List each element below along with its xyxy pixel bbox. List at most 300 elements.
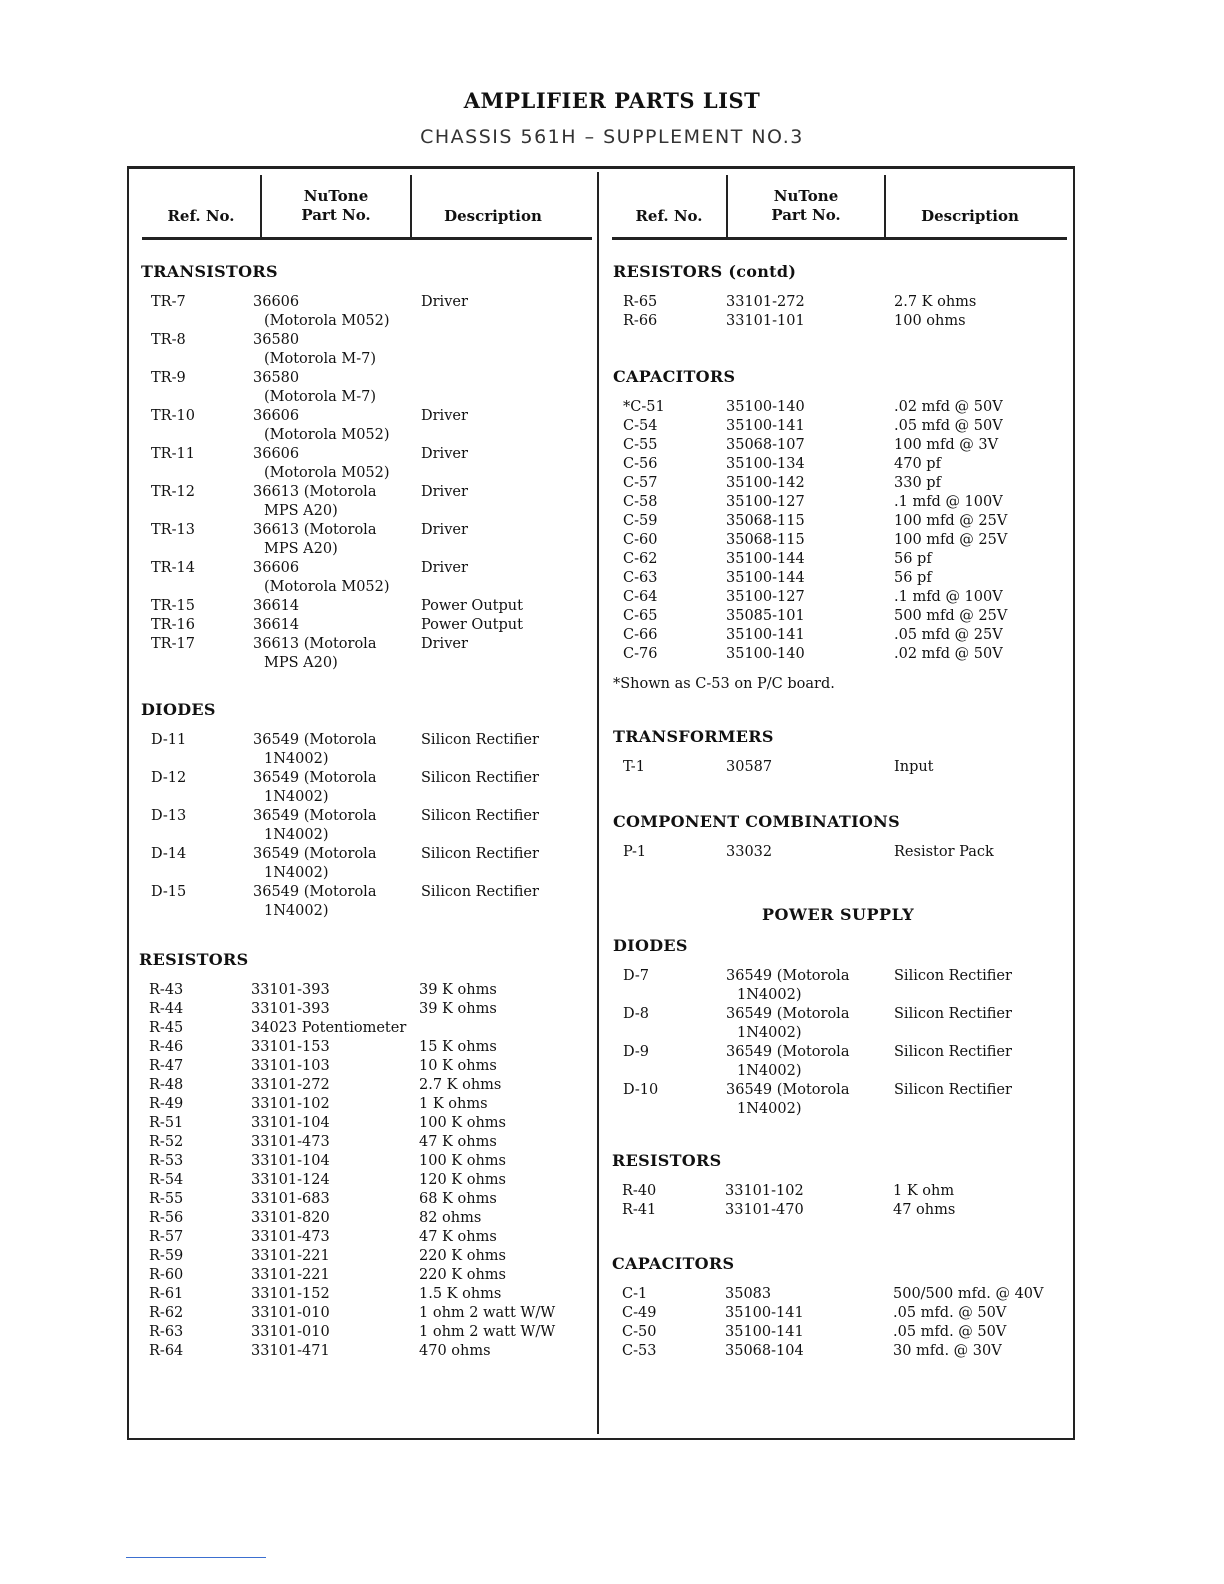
part-no-main: 35100-140 [726, 399, 805, 415]
part-no-main: 36549 (Motorola [726, 1006, 850, 1022]
part-no-main: 35100-127 [726, 589, 805, 605]
part-no-subline: (Motorola M-7) [264, 351, 376, 367]
description: .05 mfd. @ 50V [893, 1324, 1007, 1340]
description: Silicon Rectifier [894, 1082, 1012, 1098]
ref-no: C-1 [622, 1286, 648, 1302]
part-no-main: 35100-141 [726, 418, 805, 434]
part-no [726, 512, 894, 531]
part-no [726, 293, 894, 312]
part-no [253, 483, 421, 521]
part-no-main: 35085-101 [726, 608, 805, 624]
part-no-main: 33101-102 [725, 1183, 804, 1199]
table-row [612, 1323, 1068, 1342]
part-no [251, 1152, 419, 1171]
header-description: Description [410, 175, 574, 237]
description: 1 ohm 2 watt W/W [419, 1305, 556, 1321]
part-no [726, 645, 894, 664]
description: 47 ohms [893, 1202, 956, 1218]
table-row [613, 588, 1069, 607]
ref-no: R-57 [149, 1229, 184, 1245]
ref-no: T-1 [623, 759, 645, 775]
ref-no: D-12 [151, 770, 187, 786]
part-no [726, 550, 894, 569]
ref-no: R-66 [623, 313, 658, 329]
part-no-main: 36549 (Motorola [253, 732, 377, 748]
part-no-subline: 1N4002) [737, 1101, 802, 1117]
part-no-main: 33101-820 [251, 1210, 330, 1226]
header-part-line1: NuTone [773, 187, 839, 205]
part-no [726, 967, 894, 1005]
section-title: RESISTORS (contd) [613, 262, 797, 281]
part-no-main: 36614 [253, 617, 300, 633]
ref-no: TR-14 [151, 560, 195, 576]
part-no [251, 1342, 419, 1361]
table-row [139, 1114, 589, 1133]
description: Silicon Rectifier [421, 808, 539, 824]
header-part-line2: Part No. [301, 206, 371, 224]
part-no-subline: 1N4002) [264, 827, 329, 843]
ref-no: C-62 [623, 551, 658, 567]
section-ps-diodes [613, 936, 1069, 1119]
part-no [253, 807, 421, 845]
table-row [613, 1081, 1069, 1119]
description [421, 331, 591, 369]
section-title: CAPACITORS [613, 367, 736, 386]
table-row [141, 293, 591, 331]
part-no-main: 33101-473 [251, 1229, 330, 1245]
table-row [613, 493, 1069, 512]
ref-no: D-15 [151, 884, 187, 900]
description: 47 K ohms [419, 1229, 497, 1245]
part-no [726, 569, 894, 588]
description: .05 mfd @ 25V [894, 627, 1003, 643]
ref-no: R-48 [149, 1077, 184, 1093]
part-no-main: 33101-393 [251, 1001, 330, 1017]
page-subtitle: CHASSIS 561H – SUPPLEMENT NO.3 [420, 126, 804, 148]
part-no [725, 1304, 893, 1323]
table-row [141, 407, 591, 445]
part-no [726, 607, 894, 626]
description: Silicon Rectifier [894, 1006, 1012, 1022]
table-row [141, 616, 591, 635]
ref-no: TR-16 [151, 617, 195, 633]
part-no [726, 626, 894, 645]
description: Driver [421, 484, 468, 500]
description: 330 pf [894, 475, 941, 491]
right-table-header [612, 175, 1067, 237]
power-supply-heading: POWER SUPPLY [762, 905, 915, 924]
part-no [726, 312, 894, 331]
part-no [726, 455, 894, 474]
description [419, 1019, 589, 1038]
description [421, 369, 591, 407]
table-row [139, 1152, 589, 1171]
ref-no: C-54 [623, 418, 658, 434]
ref-no: R-52 [149, 1134, 184, 1150]
header-part-no [260, 175, 410, 237]
section-title: RESISTORS [139, 950, 249, 969]
table-row [613, 967, 1069, 1005]
part-no-main: 35100-134 [726, 456, 805, 472]
section-transformers [613, 727, 1069, 777]
ref-no: R-49 [149, 1096, 184, 1112]
part-no-subline: 1N4002) [737, 1063, 802, 1079]
ref-no: C-66 [623, 627, 658, 643]
description: Silicon Rectifier [421, 732, 539, 748]
table-row [613, 512, 1069, 531]
part-no [253, 331, 421, 369]
description: 1 ohm 2 watt W/W [419, 1324, 556, 1340]
table-row [139, 1057, 589, 1076]
description: 1 K ohm [893, 1183, 955, 1199]
part-no-main: 33101-393 [251, 982, 330, 998]
part-no [726, 531, 894, 550]
table-row [613, 312, 1069, 331]
section-capacitors [613, 367, 1069, 692]
part-no-main: 36549 (Motorola [726, 1044, 850, 1060]
ref-no: R-59 [149, 1248, 184, 1264]
description: 100 ohms [894, 313, 966, 329]
part-no-main: 33101-010 [251, 1305, 330, 1321]
description: 220 K ohms [419, 1267, 506, 1283]
part-no [725, 1342, 893, 1361]
description: Driver [421, 560, 468, 576]
table-row [141, 807, 591, 845]
description: 68 K ohms [419, 1191, 497, 1207]
part-no-main: 33101-221 [251, 1248, 330, 1264]
part-no [253, 521, 421, 559]
table-row [613, 417, 1069, 436]
part-no-main: 35100-140 [726, 646, 805, 662]
part-no [725, 1201, 893, 1220]
header-ref-no: Ref. No. [635, 207, 703, 225]
description: 15 K ohms [419, 1039, 497, 1055]
description: Driver [421, 446, 468, 462]
ref-no: C-64 [623, 589, 658, 605]
part-no [253, 635, 421, 673]
table-row [613, 626, 1069, 645]
table-row [141, 883, 591, 921]
description: 10 K ohms [419, 1058, 497, 1074]
description: 100 mfd @ 25V [894, 532, 1008, 548]
ref-no: R-51 [149, 1115, 184, 1131]
part-no-subline: (Motorola M052) [264, 579, 390, 595]
table-row [141, 521, 591, 559]
ref-no: C-63 [623, 570, 658, 586]
description: Driver [421, 522, 468, 538]
part-no-subline: (Motorola M052) [264, 313, 390, 329]
part-no-subline: MPS A20) [264, 541, 338, 557]
description: Power Output [421, 598, 523, 614]
part-no-main: 36606 [253, 408, 300, 424]
part-no-main: 36549 (Motorola [253, 884, 377, 900]
ref-no: R-43 [149, 982, 184, 998]
part-no-main: 35068-107 [726, 437, 805, 453]
ref-no: *C-51 [623, 399, 665, 415]
part-no [726, 588, 894, 607]
section-transistors [141, 262, 591, 673]
ref-no: C-60 [623, 532, 658, 548]
part-no [726, 1081, 894, 1119]
ref-no: C-58 [623, 494, 658, 510]
table-row [139, 1209, 589, 1228]
section-component-combinations [613, 812, 1069, 862]
ref-no: C-59 [623, 513, 658, 529]
part-no-main: 35100-127 [726, 494, 805, 510]
section-title: RESISTORS [612, 1151, 722, 1170]
part-no [251, 1095, 419, 1114]
part-no-main: 33101-473 [251, 1134, 330, 1150]
part-no-subline: 1N4002) [737, 987, 802, 1003]
part-no-main: 36614 [253, 598, 300, 614]
part-no [253, 883, 421, 921]
table-row [141, 445, 591, 483]
table-row [141, 597, 591, 616]
part-no-main: 33101-221 [251, 1267, 330, 1283]
ref-no: D-7 [623, 968, 650, 984]
part-no-main: 36606 [253, 560, 300, 576]
description: Driver [421, 636, 468, 652]
table-row [141, 331, 591, 369]
part-no-main: 35100-144 [726, 570, 805, 586]
table-row [613, 293, 1069, 312]
table-row [139, 1095, 589, 1114]
header-part-line1: NuTone [303, 187, 369, 205]
part-no-main: 36613 (Motorola [253, 636, 377, 652]
part-no-main: 33101-102 [251, 1096, 330, 1112]
table-row [139, 1323, 589, 1342]
table-row [141, 635, 591, 673]
section-ps-capacitors [612, 1254, 1068, 1361]
part-no [251, 1209, 419, 1228]
description: 100 mfd @ 25V [894, 513, 1008, 529]
footnote: *Shown as C-53 on P/C board. [613, 676, 835, 692]
ref-no: R-46 [149, 1039, 184, 1055]
part-no-main: 33101-471 [251, 1343, 330, 1359]
table-row [139, 1304, 589, 1323]
ref-no: R-54 [149, 1172, 184, 1188]
description: 100 K ohms [419, 1153, 506, 1169]
part-no [251, 1038, 419, 1057]
table-row [613, 1043, 1069, 1081]
part-no-subline: (Motorola M052) [264, 465, 390, 481]
table-row [139, 1228, 589, 1247]
part-no [726, 843, 894, 862]
description: 470 ohms [419, 1343, 491, 1359]
table-row [612, 1304, 1068, 1323]
part-no [251, 1133, 419, 1152]
description: Silicon Rectifier [894, 1044, 1012, 1060]
header-description: Description [884, 175, 1054, 237]
description: 220 K ohms [419, 1248, 506, 1264]
part-no [253, 731, 421, 769]
description: .1 mfd @ 100V [894, 494, 1003, 510]
ref-no: R-65 [623, 294, 658, 310]
part-no [251, 1171, 419, 1190]
part-no-main: 35068-115 [726, 532, 805, 548]
description: 47 K ohms [419, 1134, 497, 1150]
ref-no: R-47 [149, 1058, 184, 1074]
part-no-main: 35100-144 [726, 551, 805, 567]
part-no-main: 36613 (Motorola [253, 522, 377, 538]
description: Driver [421, 408, 468, 424]
part-no [253, 369, 421, 407]
ref-no: R-41 [622, 1202, 657, 1218]
ref-no: C-50 [622, 1324, 657, 1340]
part-no-main: 36606 [253, 294, 300, 310]
section-diodes [141, 700, 591, 921]
part-no [251, 1304, 419, 1323]
description: Silicon Rectifier [894, 968, 1012, 984]
description: 100 K ohms [419, 1115, 506, 1131]
ref-no: D-9 [623, 1044, 650, 1060]
header-part-no [726, 175, 884, 237]
part-no-main: 36549 (Motorola [253, 808, 377, 824]
table-row [613, 569, 1069, 588]
part-no-subline: 1N4002) [264, 789, 329, 805]
description: 1 K ohms [419, 1096, 488, 1112]
part-no-main: 35100-141 [726, 627, 805, 643]
table-row [613, 645, 1069, 664]
ref-no: R-55 [149, 1191, 184, 1207]
table-row [141, 559, 591, 597]
part-no [725, 1323, 893, 1342]
ref-no: TR-17 [151, 636, 195, 652]
ref-no: D-11 [151, 732, 187, 748]
part-no-main: 33032 [726, 844, 773, 860]
part-no [726, 758, 894, 777]
part-no-main: 33101-272 [726, 294, 805, 310]
part-no-subline: MPS A20) [264, 503, 338, 519]
description: Power Output [421, 617, 523, 633]
part-no-main: 35068-115 [726, 513, 805, 529]
table-row [139, 1342, 589, 1361]
ref-no: D-10 [623, 1082, 659, 1098]
ref-no: TR-10 [151, 408, 195, 424]
table-row [139, 1133, 589, 1152]
ref-no: TR-9 [151, 370, 186, 386]
ref-no: R-53 [149, 1153, 184, 1169]
part-no-main: 36549 (Motorola [253, 846, 377, 862]
part-no-main: 35100-141 [725, 1324, 804, 1340]
description: 100 mfd @ 3V [894, 437, 999, 453]
part-no [251, 1057, 419, 1076]
table-row [613, 531, 1069, 550]
table-row [139, 981, 589, 1000]
part-no [725, 1182, 893, 1201]
part-no-main: 33101-103 [251, 1058, 330, 1074]
description: 500/500 mfd. @ 40V [893, 1286, 1044, 1302]
description: Silicon Rectifier [421, 884, 539, 900]
section-title: TRANSISTORS [141, 262, 278, 281]
ref-no: TR-12 [151, 484, 195, 500]
page-title: AMPLIFIER PARTS LIST [463, 88, 761, 113]
description: .1 mfd @ 100V [894, 589, 1003, 605]
part-no-main: 33101-010 [251, 1324, 330, 1340]
part-no-subline: 1N4002) [264, 751, 329, 767]
description: Driver [421, 294, 468, 310]
section-resistors-contd [613, 262, 1069, 331]
ref-no: TR-15 [151, 598, 195, 614]
part-no-main: 33101-104 [251, 1153, 330, 1169]
part-no [251, 981, 419, 1000]
part-no [726, 436, 894, 455]
part-no [251, 1247, 419, 1266]
ref-no: C-57 [623, 475, 658, 491]
description: Silicon Rectifier [421, 770, 539, 786]
section-title: COMPONENT COMBINATIONS [613, 812, 900, 831]
ref-no: P-1 [623, 844, 647, 860]
table-row [613, 436, 1069, 455]
part-no-main: 33101-683 [251, 1191, 330, 1207]
table-row [612, 1182, 1068, 1201]
table-row [139, 1190, 589, 1209]
part-no [251, 1076, 419, 1095]
table-row [139, 1038, 589, 1057]
column-divider [597, 172, 599, 1434]
part-no-main: 34023 Potentiometer [251, 1020, 407, 1036]
table-row [613, 550, 1069, 569]
description: 82 ohms [419, 1210, 482, 1226]
description: .02 mfd @ 50V [894, 399, 1003, 415]
description: Input [894, 759, 934, 775]
description: 500 mfd @ 25V [894, 608, 1008, 624]
part-no [251, 1285, 419, 1304]
ref-no: R-40 [622, 1183, 657, 1199]
right-header-rule [612, 237, 1067, 240]
table-row [141, 369, 591, 407]
ref-no: C-56 [623, 456, 658, 472]
part-no [253, 845, 421, 883]
left-table-header [142, 175, 590, 237]
description: 56 pf [894, 570, 932, 586]
part-no [726, 493, 894, 512]
table-row [141, 845, 591, 883]
part-no-main: 33101-152 [251, 1286, 330, 1302]
section-resistors [139, 950, 589, 1361]
section-title: TRANSFORMERS [613, 727, 774, 746]
part-no-main: 33101-101 [726, 313, 805, 329]
part-no [726, 398, 894, 417]
part-no [725, 1285, 893, 1304]
part-no [251, 1000, 419, 1019]
ref-no: TR-11 [151, 446, 195, 462]
section-ps-resistors [612, 1151, 1068, 1220]
description: .05 mfd. @ 50V [893, 1305, 1007, 1321]
part-no-main: 36549 (Motorola [253, 770, 377, 786]
part-no [251, 1190, 419, 1209]
description: 1.5 K ohms [419, 1286, 502, 1302]
section-title: DIODES [613, 936, 688, 955]
table-row [141, 731, 591, 769]
table-row [612, 1342, 1068, 1361]
part-no-subline: 1N4002) [264, 865, 329, 881]
description: Silicon Rectifier [421, 846, 539, 862]
part-no-main: 36580 [253, 370, 300, 386]
table-row [139, 1019, 589, 1038]
part-no-main: 36606 [253, 446, 300, 462]
part-no [253, 616, 421, 635]
ref-no: R-44 [149, 1001, 184, 1017]
ref-no: C-76 [623, 646, 658, 662]
ref-no: TR-13 [151, 522, 195, 538]
table-row [613, 398, 1069, 417]
part-no-main: 36580 [253, 332, 300, 348]
part-no-main: 30587 [726, 759, 773, 775]
part-no [251, 1323, 419, 1342]
part-no [251, 1228, 419, 1247]
part-no-main: 36549 (Motorola [726, 1082, 850, 1098]
